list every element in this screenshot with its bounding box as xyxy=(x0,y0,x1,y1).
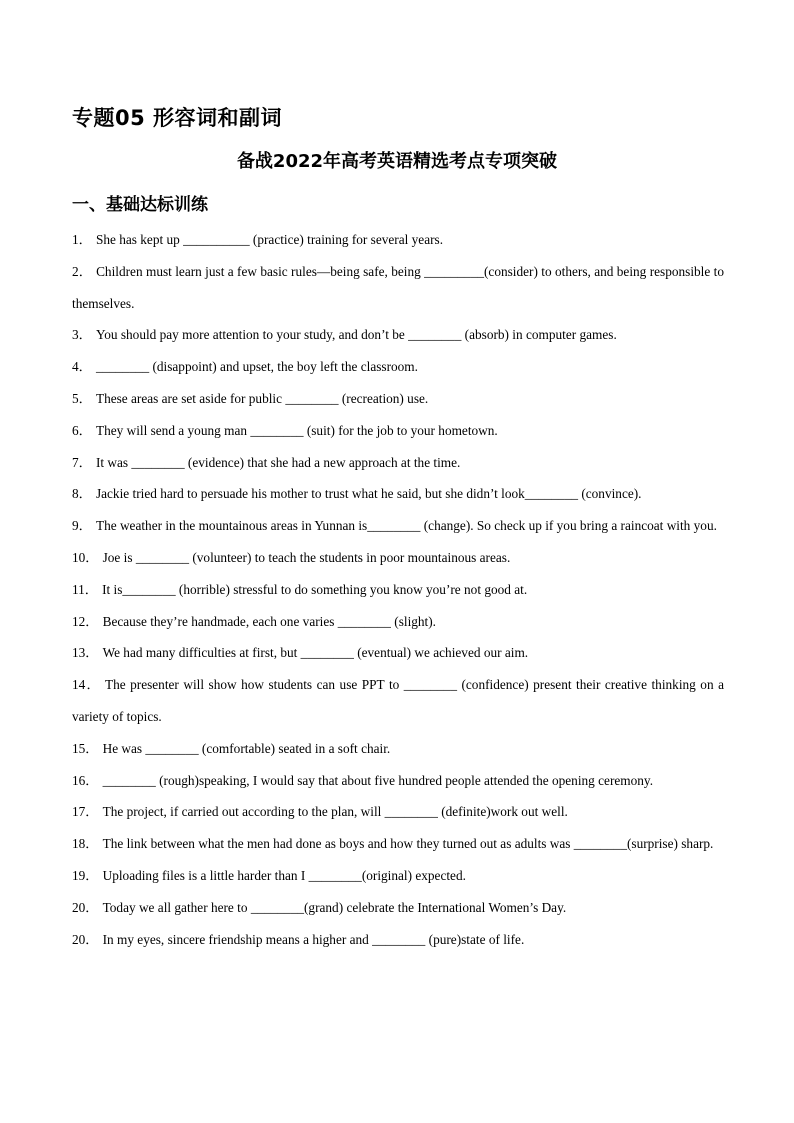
question-number: 2． xyxy=(72,263,93,279)
question-number: 8． xyxy=(72,486,92,502)
question-number: 12． xyxy=(72,613,99,629)
question-text: Uploading files is a little harder than I ________(original) expected. xyxy=(102,867,466,883)
question-number: 1． xyxy=(72,232,92,247)
document-title: 专题05 形容词和副词 xyxy=(72,106,283,130)
question-item xyxy=(72,319,724,351)
question-number: 7． xyxy=(72,454,92,470)
question-item xyxy=(72,415,724,447)
question-number: 19． xyxy=(72,867,99,883)
question-number: 3． xyxy=(72,327,92,343)
question-number: 18． xyxy=(72,836,99,852)
question-text: It is________ (horrible) stressful to do something you know you’re not good at. xyxy=(102,581,528,597)
question-item xyxy=(72,606,724,638)
question-item xyxy=(72,542,724,574)
question-number: 14． xyxy=(72,677,101,693)
question-item xyxy=(72,637,724,669)
question-item xyxy=(72,224,724,256)
question-list xyxy=(72,224,724,955)
question-text: It was ________ (evidence) that she had a new approach at the time. xyxy=(95,454,461,470)
question-number: 16． xyxy=(72,772,99,788)
question-number: 9． xyxy=(72,518,92,534)
question-text: We had many difficulties at first, but ________ (eventual) we achieved our aim. xyxy=(102,645,529,661)
question-item xyxy=(72,447,724,479)
question-text: You should pay more attention to your study, and don’t be ________ (absorb) in computer games. xyxy=(95,327,617,343)
section-heading: 一、基础达标训练 xyxy=(72,195,208,215)
question-text: He was ________ (comfortable) seated in a soft chair. xyxy=(102,740,391,756)
question-number: 17． xyxy=(72,804,99,820)
question-text: ________ (rough)speaking, I would say that about five hundred people attended the opening ceremony. xyxy=(102,772,654,788)
question-text: Joe is ________ (volunteer) to teach the students in poor mountainous areas. xyxy=(102,549,511,565)
question-item xyxy=(72,478,724,510)
question-number: 15． xyxy=(72,740,99,756)
question-text: Because they’re handmade, each one varies ________ (slight). xyxy=(102,613,437,629)
question-number: 13． xyxy=(72,645,99,661)
question-number: 6． xyxy=(72,422,92,438)
question-number: 10． xyxy=(72,549,99,565)
question-item xyxy=(72,256,724,320)
question-item xyxy=(72,383,724,415)
question-number: 4． xyxy=(72,359,92,375)
question-item xyxy=(72,765,724,797)
question-number: 5． xyxy=(72,390,92,406)
question-text: The weather in the mountainous areas in Yunnan is________ (change). So check up if you bring a raincoat with you. xyxy=(95,518,717,534)
question-text: ________ (disappoint) and upset, the boy left the classroom. xyxy=(95,359,418,375)
document-subtitle: 备战2022年高考英语精选考点专项突破 xyxy=(236,151,558,172)
question-text: The project, if carried out according to the plan, will ________ (definite)work out well. xyxy=(102,804,568,820)
question-text: In my eyes, sincere friendship means a higher and ________ (pure)state of life. xyxy=(102,931,525,947)
question-text: Jackie tried hard to persuade his mother to trust what he said, but she didn’t look________ (convince). xyxy=(95,486,642,502)
question-text: They will send a young man ________ (suit) for the job to your hometown. xyxy=(95,422,498,438)
question-text: These areas are set aside for public ________ (recreation) use. xyxy=(95,390,429,406)
question-item xyxy=(72,796,724,828)
question-item xyxy=(72,574,724,606)
question-item xyxy=(72,351,724,383)
question-number: 11． xyxy=(72,581,99,597)
question-number: 20． xyxy=(72,931,99,947)
question-text: Today we all gather here to ________(grand) celebrate the International Women’s Day. xyxy=(102,899,567,915)
question-text: She has kept up __________ (practice) training for several years. xyxy=(95,232,444,247)
question-item xyxy=(72,924,724,956)
question-text: The presenter will show how students can use PPT to ________ (confidence) present their creative thinking on a variety of topics. xyxy=(72,677,725,724)
question-item xyxy=(72,860,724,892)
question-text: Children must learn just a few basic rules—being safe, being _________(consider) to others, and being responsible to themselves. xyxy=(72,263,724,311)
question-item xyxy=(72,510,724,542)
question-text: The link between what the men had done as boys and how they turned out as adults was ________(surprise) sharp. xyxy=(102,836,714,852)
question-item xyxy=(72,828,724,860)
question-number: 20． xyxy=(72,899,99,915)
question-item xyxy=(72,892,724,924)
question-item xyxy=(72,669,724,733)
question-item xyxy=(72,733,724,765)
